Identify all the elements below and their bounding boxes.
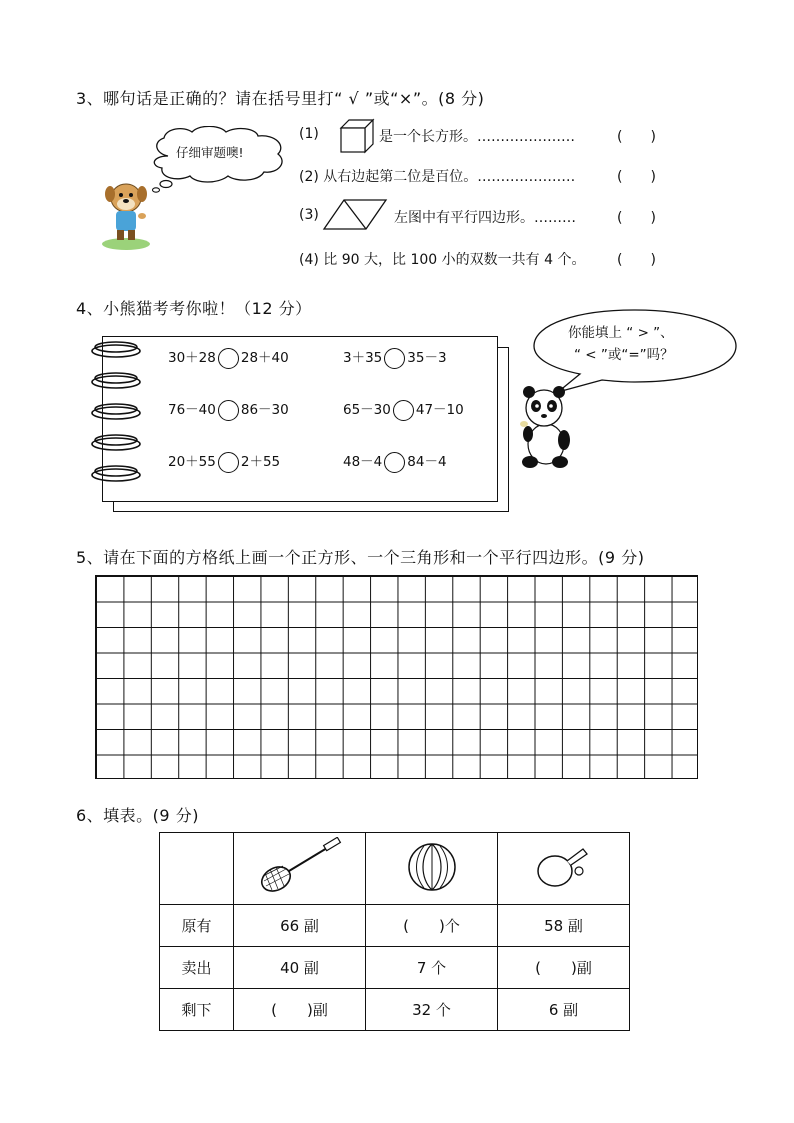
q3-item-2-answer[interactable]: ( )	[617, 169, 656, 185]
compare-1a	[168, 346, 289, 369]
q3-item-2	[299, 166, 659, 186]
panda-cartoon-icon	[516, 384, 578, 470]
ping-pong-paddle-icon	[529, 837, 599, 897]
cell-sold-ball: 7 个	[366, 947, 498, 989]
speech-bubble-line-2: “ < ”或“=”吗？	[574, 347, 674, 363]
compare-1b	[343, 346, 447, 369]
ball-icon	[402, 837, 462, 897]
compare-3a-circle[interactable]	[218, 452, 239, 473]
q5-heading: 5、请在下面的方格纸上画一个正方形、一个三角形和一个平行四边形。(9 分)	[76, 548, 645, 567]
q3-item-4	[299, 249, 659, 269]
compare-2a	[168, 398, 289, 421]
q3-item-1-num: (1)	[299, 126, 319, 142]
table-header-ball	[366, 833, 498, 905]
parallelogram-figure-icon	[322, 198, 388, 232]
table-header-racket	[234, 833, 366, 905]
thought-bubble-text: 仔细审题噢!	[176, 145, 244, 160]
table-header-paddle	[498, 833, 630, 905]
compare-2b-circle[interactable]	[393, 400, 414, 421]
q6-heading: 6、填表。(9 分)	[76, 806, 199, 825]
q3-item-3-answer[interactable]: ( )	[617, 210, 656, 226]
cube-icon	[339, 118, 377, 154]
sales-table	[159, 832, 630, 1031]
cell-remaining-paddle: 6 副	[498, 989, 630, 1031]
badminton-racket-icon	[250, 837, 350, 897]
q3-item-4-text: 比 90 大，比 100 小的双数一共有 4 个。	[323, 252, 586, 268]
cell-remaining-ball: 32 个	[366, 989, 498, 1031]
q3-item-1-answer[interactable]: ( )	[617, 129, 656, 145]
compare-3b-right: 84－4	[407, 454, 447, 470]
row-label-remaining: 剩下	[160, 989, 234, 1031]
q3-item-4-answer[interactable]: ( )	[617, 252, 656, 268]
q4-heading: 4、小熊猫考考你啦！（12 分）	[76, 299, 312, 318]
cell-remaining-racket[interactable]: ( )副	[234, 989, 366, 1031]
compare-1b-circle[interactable]	[384, 348, 405, 369]
q3-item-1-text: 是一个长方形。…………………	[379, 129, 575, 145]
row-label-original: 原有	[160, 905, 234, 947]
compare-2b-right: 47－10	[415, 402, 464, 418]
compare-2a-left: 76－40	[168, 402, 216, 418]
q3-item-3-text: 左图中有平行四边形。………	[394, 210, 576, 226]
compare-1a-right: 28＋40	[240, 350, 289, 366]
cell-original-ball[interactable]: ( )个	[366, 905, 498, 947]
compare-2a-circle[interactable]	[218, 400, 239, 421]
cell-original-paddle: 58 副	[498, 905, 630, 947]
drawing-grid[interactable]	[95, 575, 698, 779]
compare-3b-circle[interactable]	[384, 452, 405, 473]
compare-3b-left: 48－4	[343, 454, 383, 470]
compare-2b-left: 65－30	[343, 402, 391, 418]
compare-3a	[168, 450, 280, 473]
compare-2a-right: 86－30	[240, 402, 289, 418]
compare-3a-right: 2＋55	[240, 454, 281, 470]
dog-cartoon-icon	[96, 180, 156, 252]
q3-item-2-num: (2)	[299, 169, 319, 185]
cell-sold-paddle[interactable]: ( )副	[498, 947, 630, 989]
compare-1b-right: 35－3	[407, 350, 447, 366]
speech-bubble-line-1: 你能填上 “ > ”、	[568, 325, 674, 341]
compare-1a-left: 30＋28	[168, 350, 216, 366]
q3-heading: 3、哪句话是正确的？请在括号里打“ √ ”或“×”。(8 分)	[76, 89, 485, 108]
cell-original-racket: 66 副	[234, 905, 366, 947]
table-corner-cell	[160, 833, 234, 905]
q3-item-2-text: 从右边起第二位是百位。…………………	[323, 169, 576, 185]
cell-sold-racket: 40 副	[234, 947, 366, 989]
compare-2b	[343, 398, 464, 421]
compare-1a-circle[interactable]	[218, 348, 239, 369]
compare-1b-left: 3＋35	[343, 350, 383, 366]
q3-item-4-num: (4)	[299, 252, 319, 268]
compare-3a-left: 20＋55	[168, 454, 216, 470]
notebook-spiral-icon	[88, 338, 154, 490]
row-label-sold: 卖出	[160, 947, 234, 989]
compare-3b	[343, 450, 447, 473]
q3-item-3-num: (3)	[299, 207, 319, 223]
